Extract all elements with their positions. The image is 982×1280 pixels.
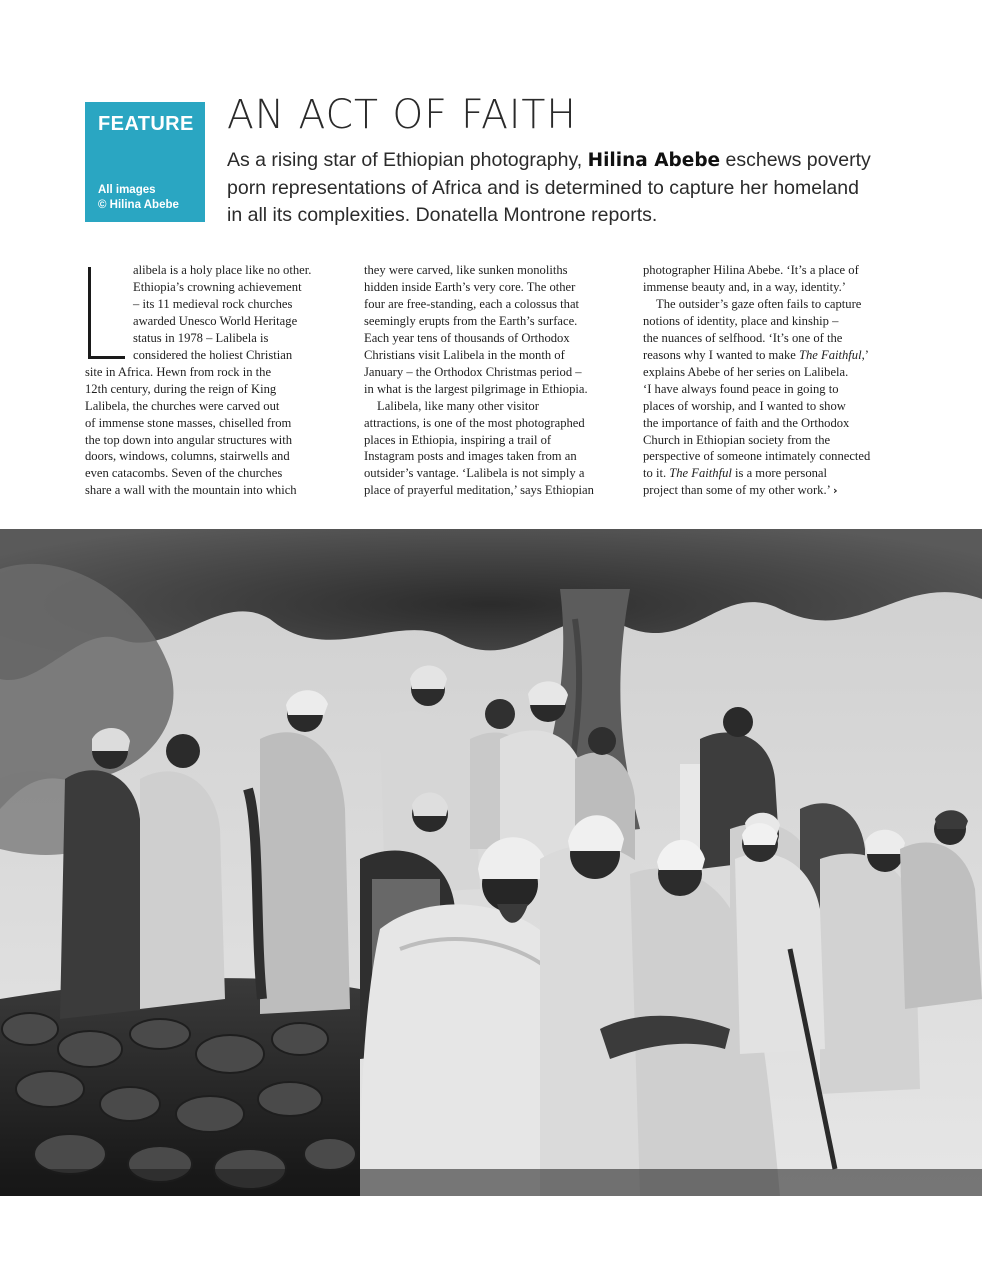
standfirst-text: As a rising star of Ethiopian photography, — [227, 149, 588, 171]
body-line: Each year tens of thousands of Orthodox — [364, 330, 570, 345]
body-text: project than some of my other work.’ — [643, 483, 830, 498]
photo-credit-line: © Hilina Abebe — [98, 199, 179, 211]
body-line — [643, 347, 905, 364]
body-line: doors, windows, columns, stairwells and — [85, 449, 290, 464]
body-text: ,’ — [861, 347, 869, 362]
body-text: to it. — [643, 466, 670, 481]
body-column-3 — [643, 262, 905, 500]
body-column-2 — [364, 262, 611, 499]
body-text: reasons why I wanted to make — [643, 347, 799, 362]
body-line: seemingly erupts from the Earth’s surface. — [364, 313, 578, 328]
body-line: Ethiopia’s crowning achievement — [133, 279, 302, 294]
photo-credit-line: All images — [98, 184, 156, 196]
body-line: in what is the largest pilgrimage in Ethiopia. — [364, 381, 588, 396]
body-line: outsider’s vantage. ‘Lalibela is not simply a — [364, 466, 585, 481]
article-headline: AN ACT OF FAITH — [227, 92, 577, 138]
body-line: Lalibela, the churches were carved out — [85, 398, 280, 413]
body-line: considered the holiest Christian — [133, 347, 293, 362]
drop-cap-glyph — [87, 267, 127, 359]
body-line: four are free-standing, each a colossus that — [364, 296, 580, 311]
body-line: attractions, is one of the most photographed — [364, 415, 585, 430]
body-line: places of worship, and I wanted to show — [643, 398, 846, 413]
continue-arrow-icon: › — [833, 484, 838, 498]
body-line: place of prayerful meditation,’ says Ethiopian — [364, 483, 594, 498]
feature-photograph — [0, 529, 982, 1196]
body-line: places in Ethiopia, inspiring a trail of — [364, 432, 552, 447]
drop-cap — [85, 265, 125, 355]
body-line: site in Africa. Hewn from rock in the — [85, 364, 272, 379]
body-line — [643, 482, 905, 500]
body-line: 12th century, during the reign of King — [85, 381, 277, 396]
photographer-name: Hilina Abebe — [587, 150, 721, 171]
body-line: The outsider’s gaze often fails to capture — [656, 296, 862, 311]
body-line: Instagram posts and images taken from an — [364, 449, 577, 464]
feature-badge — [85, 102, 205, 222]
body-line: ‘I have always found peace in going to — [643, 381, 839, 396]
body-text: is a more personal — [731, 466, 827, 481]
body-column-1 — [85, 262, 332, 499]
body-line: perspective of someone intimately connected — [643, 449, 871, 464]
series-title: The Faithful — [798, 347, 862, 362]
series-title: The Faithful — [669, 466, 732, 481]
pilgrims-photo-illustration — [0, 529, 982, 1196]
body-line: awarded Unesco World Heritage — [133, 313, 298, 328]
body-line: the nuances of selfhood. ‘It’s one of the — [643, 330, 843, 345]
body-line: status in 1978 – Lalibela is — [133, 330, 269, 345]
body-line: of immense stone masses, chiselled from — [85, 415, 292, 430]
standfirst — [227, 147, 917, 230]
body-line: the importance of faith and the Orthodox — [643, 415, 850, 430]
photo-credit — [98, 183, 179, 213]
body-line — [643, 465, 905, 482]
standfirst-line: porn representations of Africa and is determined to capture her homeland — [227, 176, 859, 199]
body-line: immense beauty and, in a way, identity.’ — [643, 279, 846, 294]
body-line: January – the Orthodox Christmas period – — [364, 364, 582, 379]
body-line: Lalibela, like many other visitor — [377, 398, 539, 413]
body-line: the top down into angular structures with — [85, 432, 293, 447]
body-line: hidden inside Earth’s very core. The other — [364, 279, 576, 294]
body-line: alibela is a holy place like no other. — [133, 263, 312, 277]
standfirst-text: eschews poverty — [720, 149, 871, 171]
body-line: – its 11 medieval rock churches — [133, 296, 293, 311]
body-line: Christians visit Lalibela in the month of — [364, 347, 565, 362]
standfirst-line — [227, 147, 917, 175]
section-label: FEATURE — [98, 113, 194, 135]
body-line: explains Abebe of her series on Lalibela. — [643, 364, 849, 379]
body-line: they were carved, like sunken monoliths — [364, 263, 568, 277]
body-line: Church in Ethiopian society from the — [643, 432, 831, 447]
body-line: notions of identity, place and kinship – — [643, 313, 839, 328]
standfirst-line: in all its complexities. Donatella Montrone reports. — [227, 204, 658, 226]
body-line: even catacombs. Seven of the churches — [85, 466, 283, 481]
body-line: share a wall with the mountain into which — [85, 483, 297, 498]
body-line: photographer Hilina Abebe. ‘It’s a place of — [643, 263, 859, 277]
